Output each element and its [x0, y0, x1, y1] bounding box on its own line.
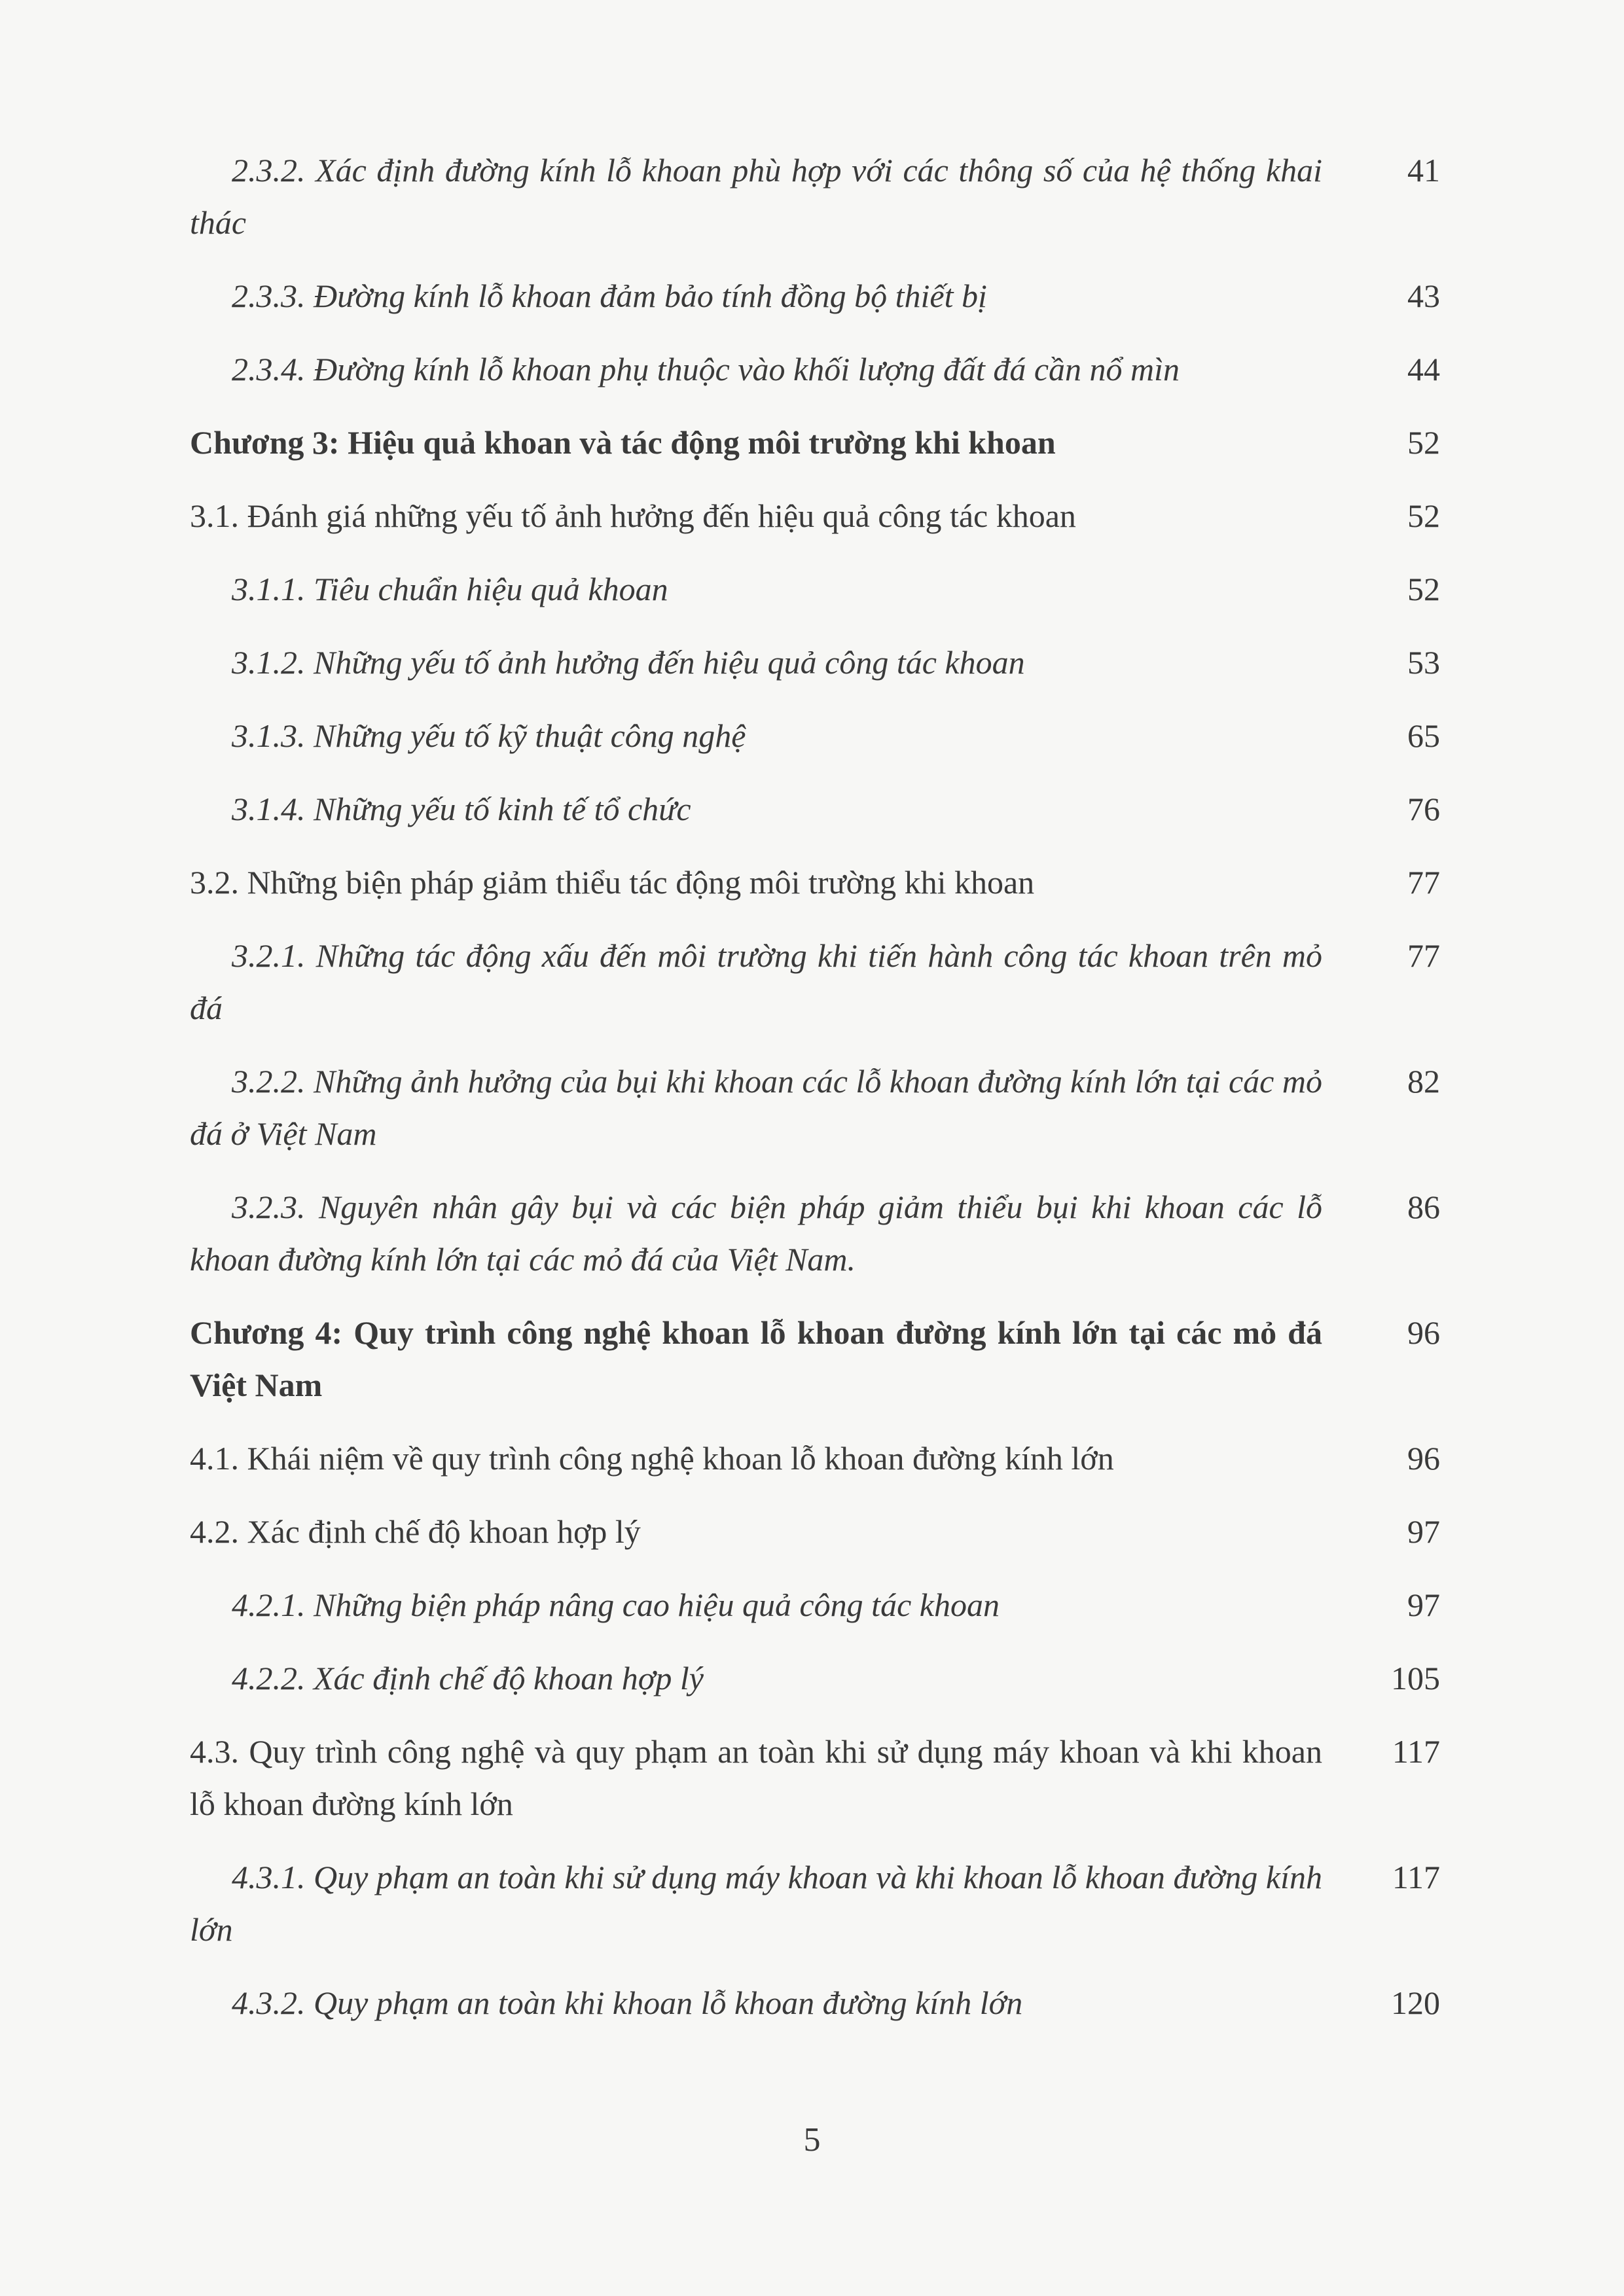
toc-entry-page: 86 [1407, 1189, 1440, 1225]
toc-entry-title: 3.2.1. Những tác động xấu đến môi trường khi tiến hành công tác khoan trên mỏ đá [190, 937, 1322, 1026]
toc-entry-page: 43 [1407, 278, 1440, 314]
toc-entry-page: 96 [1407, 1314, 1440, 1351]
toc-entry-4-1 [190, 1432, 1440, 1484]
page-number: 5 [803, 2121, 821, 2159]
toc-entry-3-2-3 [190, 1181, 1440, 1285]
toc-entry-4-3-2 [190, 1977, 1440, 2029]
toc-entry-page: 52 [1407, 424, 1440, 461]
toc-entry-title: Chương 4: Quy trình công nghệ khoan lỗ khoan đường kính lớn tại các mỏ đá Việt Nam [190, 1314, 1322, 1403]
toc-entry-3-2 [190, 856, 1440, 908]
toc-entry-page: 76 [1407, 791, 1440, 827]
toc-entry-2-3-3 [190, 270, 1440, 322]
toc-entry-page: 41 [1407, 152, 1440, 188]
toc-entry-page: 117 [1392, 1859, 1440, 1895]
toc-entry-title: 4.2.2. Xác định chế độ khoan hợp lý [232, 1660, 704, 1696]
toc-entry-title: 4.2.1. Những biện pháp nâng cao hiệu quả công tác khoan [232, 1587, 1000, 1623]
toc-entry-title: 3.2.2. Những ảnh hưởng của bụi khi khoan các lỗ khoan đường kính lớn tại các mỏ đá ở Việt Nam [190, 1063, 1322, 1152]
toc-entry-title: 3.1.1. Tiêu chuẩn hiệu quả khoan [232, 571, 668, 607]
toc-entry-page: 44 [1407, 351, 1440, 387]
toc-entry-4-2-2 [190, 1652, 1440, 1704]
toc-entry-page: 52 [1407, 497, 1440, 534]
toc-entry-2-3-2 [190, 144, 1440, 249]
toc-chapter-3 [190, 416, 1440, 469]
toc-entry-page: 120 [1391, 1984, 1440, 2021]
toc-entry-title: Chương 3: Hiệu quả khoan và tác động môi trường khi khoan [190, 424, 1056, 461]
toc-entry-page: 53 [1407, 644, 1440, 681]
table-of-contents [190, 144, 1440, 2050]
toc-entry-3-1-4 [190, 783, 1440, 835]
toc-entry-title: 3.1.2. Những yếu tố ảnh hưởng đến hiệu quả công tác khoan [232, 644, 1025, 681]
toc-entry-3-1-1 [190, 563, 1440, 615]
toc-entry-title: 2.3.2. Xác định đường kính lỗ khoan phù hợp với các thông số của hệ thống khai thác [190, 152, 1322, 241]
toc-entry-page: 82 [1407, 1063, 1440, 1100]
toc-entry-page: 97 [1407, 1587, 1440, 1623]
toc-entry-title: 4.3. Quy trình công nghệ và quy phạm an toàn khi sử dụng máy khoan và khi khoan lỗ khoan đường kính lớn [190, 1733, 1322, 1822]
toc-entry-page: 97 [1407, 1513, 1440, 1550]
toc-entry-2-3-4 [190, 343, 1440, 395]
toc-entry-page: 117 [1392, 1733, 1440, 1770]
toc-entry-page: 96 [1407, 1440, 1440, 1477]
toc-entry-title: 4.2. Xác định chế độ khoan hợp lý [190, 1513, 641, 1550]
toc-entry-4-3-1 [190, 1851, 1440, 1956]
toc-entry-title: 4.3.2. Quy phạm an toàn khi khoan lỗ khoan đường kính lớn [232, 1984, 1023, 2021]
toc-entry-3-2-2 [190, 1055, 1440, 1160]
toc-entry-page: 77 [1407, 937, 1440, 974]
toc-entry-3-1-2 [190, 636, 1440, 689]
toc-entry-4-2-1 [190, 1579, 1440, 1631]
toc-chapter-4 [190, 1306, 1440, 1411]
toc-entry-title: 2.3.4. Đường kính lỗ khoan phụ thuộc vào khối lượng đất đá cần nổ mìn [232, 351, 1180, 387]
toc-entry-page: 65 [1407, 717, 1440, 754]
toc-entry-page: 77 [1407, 864, 1440, 901]
toc-entry-3-2-1 [190, 929, 1440, 1034]
toc-entry-title: 4.1. Khái niệm về quy trình công nghệ khoan lỗ khoan đường kính lớn [190, 1440, 1114, 1477]
toc-entry-title: 2.3.3. Đường kính lỗ khoan đảm bảo tính đồng bộ thiết bị [232, 278, 987, 314]
toc-entry-4-3 [190, 1725, 1440, 1830]
toc-entry-title: 3.1.4. Những yếu tố kinh tế tổ chức [232, 791, 691, 827]
toc-entry-title: 3.2.3. Nguyên nhân gây bụi và các biện pháp giảm thiểu bụi khi khoan các lỗ khoan đường kính lớn tại các mỏ đá của Việt Nam. [190, 1189, 1322, 1278]
toc-entry-title: 3.2. Những biện pháp giảm thiểu tác động môi trường khi khoan [190, 864, 1035, 901]
toc-entry-4-2 [190, 1505, 1440, 1558]
toc-entry-3-1 [190, 490, 1440, 542]
toc-entry-page: 105 [1391, 1660, 1440, 1696]
toc-entry-title: 4.3.1. Quy phạm an toàn khi sử dụng máy khoan và khi khoan lỗ khoan đường kính lớn [190, 1859, 1322, 1948]
toc-entry-title: 3.1.3. Những yếu tố kỹ thuật công nghệ [232, 717, 746, 754]
toc-entry-3-1-3 [190, 709, 1440, 762]
toc-entry-title: 3.1. Đánh giá những yếu tố ảnh hưởng đến hiệu quả công tác khoan [190, 497, 1076, 534]
toc-entry-page: 52 [1407, 571, 1440, 607]
